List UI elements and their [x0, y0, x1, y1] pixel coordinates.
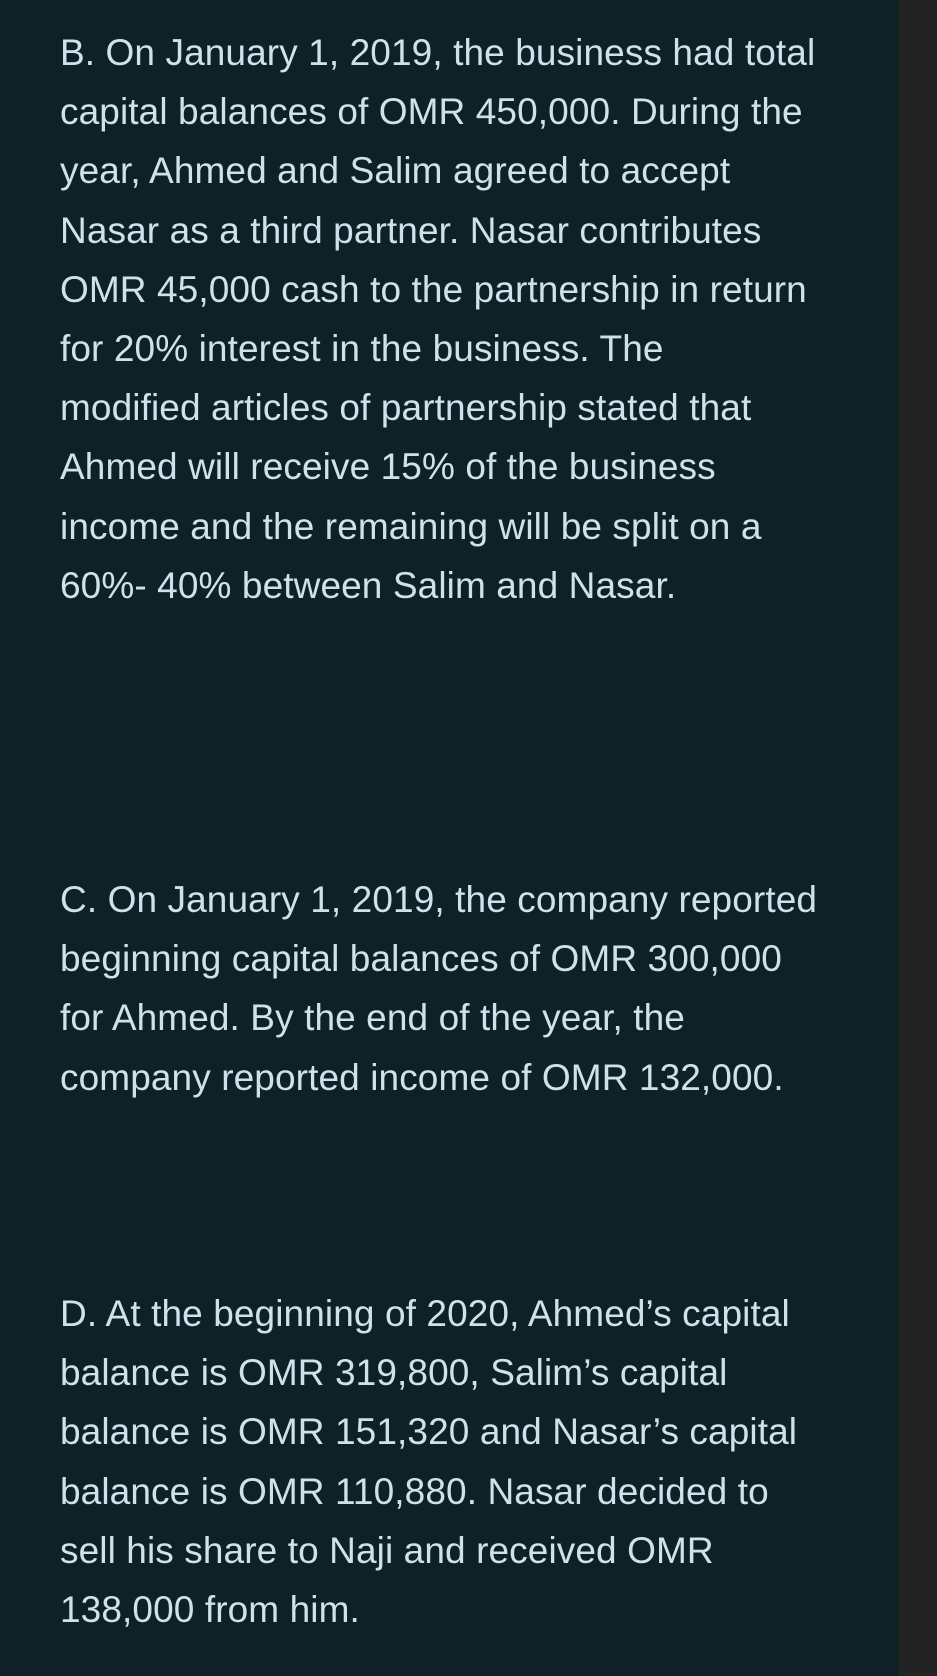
paragraph-b: B. On January 1, 2019, the business had total capital balances of OMR 450,000. During the year, Ahmed and Salim agreed to accept Nasar as a third partner. Nasar contributes OMR 45,000 cash to the partnership in return for 20% interest in the business. The modified articles of partnership stated that Ahmed will receive 15% of the business income and the remaining will be split on a 60%- 40% between Salim and Nasar.: [60, 32, 816, 606]
paragraph-d: D. At the beginning of 2020, Ahmed’s capital balance is OMR 319,800, Salim’s capital balance is OMR 151,320 and Nasar’s capital balance is OMR 110,880. Nasar decided to sell his share to Naji and received OMR 138,000 from him.: [60, 1293, 798, 1631]
scrollbar-track[interactable]: [898, 0, 937, 1676]
paragraph-c: C. On January 1, 2019, the company reported beginning capital balances of OMR 300,000 for Ahmed. By the end of the year, the company reported income of OMR 132,000.: [60, 879, 818, 1098]
